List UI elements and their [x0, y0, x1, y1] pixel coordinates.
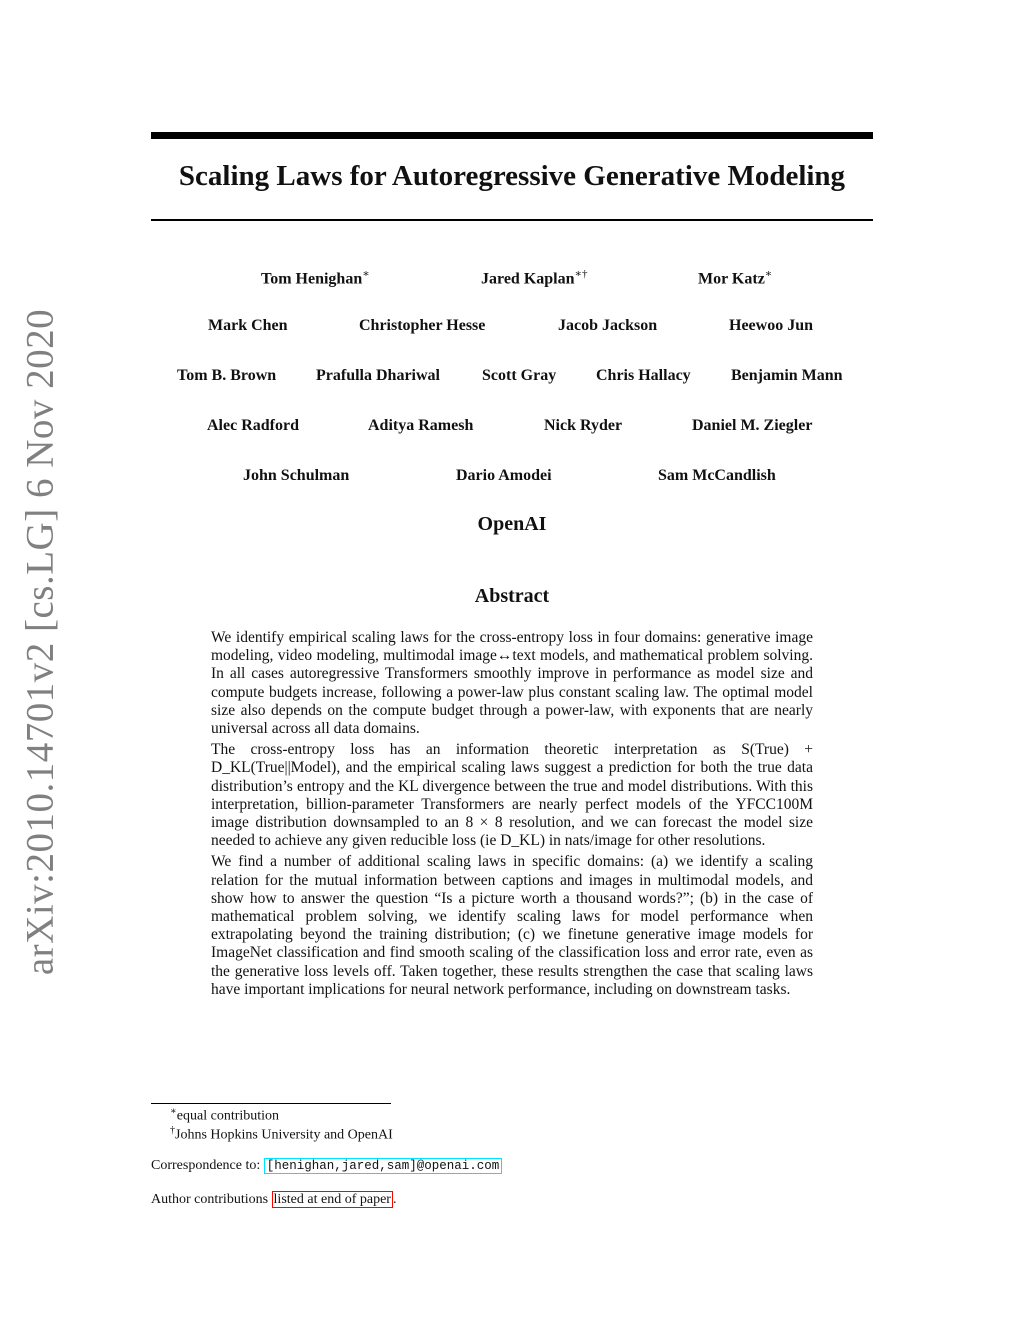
affiliation: OpenAI — [477, 513, 547, 535]
correspondence-label: Correspondence to: — [151, 1158, 261, 1173]
author-name: Heewoo Jun — [729, 317, 813, 334]
author-name: Prafulla Dhariwal — [316, 367, 440, 384]
author-name: Mark Chen — [208, 317, 288, 334]
contributions-line — [151, 1192, 396, 1208]
correspondence-line — [151, 1158, 502, 1174]
author-name: Daniel M. Ziegler — [692, 417, 813, 434]
paper-title: Scaling Laws for Autoregressive Generative Modeling — [178, 160, 846, 192]
author-name: Tom Henighan∗ — [261, 268, 370, 288]
title-bottom-rule — [151, 219, 873, 221]
author-name: Chris Hallacy — [596, 367, 691, 384]
footnote-equal-contribution: ∗equal contribution — [170, 1106, 280, 1124]
contributions-label: Author contributions — [151, 1192, 269, 1207]
author-row-3 — [0, 367, 1024, 391]
author-name: Tom B. Brown — [177, 367, 277, 384]
contributions-link[interactable]: listed at end of paper — [273, 1192, 391, 1207]
author-name: Benjamin Mann — [731, 367, 843, 384]
author-name: Aditya Ramesh — [368, 417, 474, 434]
author-row-4 — [0, 417, 1024, 441]
footnote-rule — [151, 1103, 391, 1104]
author-name: Sam McCandlish — [658, 467, 776, 484]
abstract-body — [211, 629, 813, 1002]
abstract-paragraph: The cross-entropy loss has an information theoretic interpretation as S(True) + D_KL(True||Model), and the empirical scaling laws suggest a prediction for both the true data distribution’s entropy and the KL divergence between the true and model distributions. With this interpretation, billion-parameter Transformers are nearly perfect models of the YFCC100M image distribution downsampled to an 8 × 8 resolution, and we can forecast the model size needed to achieve any given reducible loss (ie D_KL) in nats/image for other resolutions. — [211, 741, 813, 850]
author-name: Scott Gray — [482, 367, 557, 384]
title-top-rule — [151, 132, 873, 139]
author-row-5 — [0, 467, 1024, 491]
author-row-1 — [0, 267, 1024, 291]
author-name: Alec Radford — [207, 417, 299, 434]
author-name: Jacob Jackson — [558, 317, 658, 334]
author-name: Christopher Hesse — [359, 317, 486, 334]
arxiv-identifier: arXiv:2010.14701v2 [cs.LG] 6 Nov 2020 — [18, 308, 62, 976]
author-name: Jared Kaplan∗† — [481, 268, 588, 288]
footnote-affiliation: †Johns Hopkins University and OpenAI — [170, 1125, 393, 1143]
author-row-2 — [0, 317, 1024, 341]
author-name: Mor Katz∗ — [698, 268, 773, 288]
author-name: John Schulman — [243, 467, 350, 484]
abstract-paragraph: We find a number of additional scaling laws in specific domains: (a) we identify a scaling relation for the mutual information between captions and images in multimodal models, and show how to answer the question “Is a picture worth a thousand words?”; (b) in the case of mathematical problem solving, we identify scaling laws for model performance when extrapolating beyond the training distribution; (c) we finetune generative image models for ImageNet classification and find smooth scaling of the classification loss and error rate, even as the generative loss levels off. Taken together, these results strengthen the case that scaling laws have important implications for neural network performance, including on downstream tasks. — [211, 853, 813, 998]
abstract-heading: Abstract — [474, 585, 550, 607]
abstract-paragraph: We identify empirical scaling laws for the cross-entropy loss in four domains: generative image modeling, video modeling, multimodal image↔text models, and mathematical problem solving. In all cases autoregressive Transformers smoothly improve in performance as model size and compute budgets increase, following a power-law plus constant scaling law. The optimal model size also depends on the compute budget through a power-law, with exponents that are nearly universal across all data domains. — [211, 629, 813, 738]
contributions-period: . — [392, 1192, 397, 1207]
email-link[interactable]: [henighan,jared,sam]@openai.com — [264, 1158, 503, 1174]
author-name: Nick Ryder — [544, 417, 623, 434]
author-name: Dario Amodei — [456, 467, 552, 484]
